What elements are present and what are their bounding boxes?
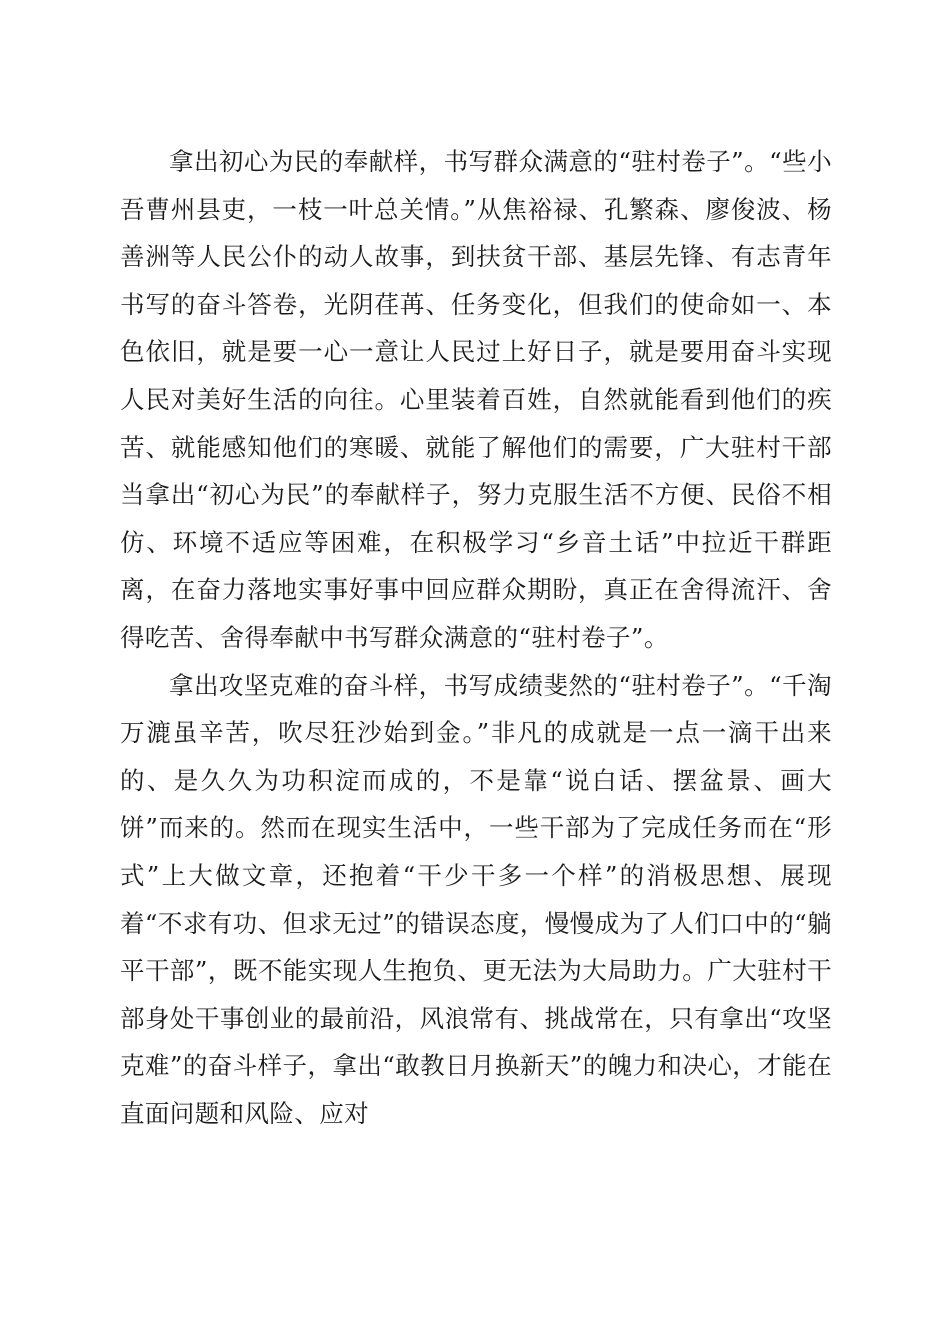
paragraph-2: 拿出攻坚克难的奋斗样，书写成绩斐然的“驻村卷子”。“千淘万漉虽辛苦，吹尽狂沙始到金。”非凡的成就是一点一滴干出来的、是久久为功积淀而成的，不是靠“说白话、摆盆景、画大饼”而来的。然而在现实生活中，一些干部为了完成任务而在“形式”上大做文章，还抱着“干少干多一个样”的消极思想、展现着“不求有功、但求无过”的错误态度，慢慢成为了人们口中的“躺平干部”，既不能实现人生抱负、更无法为大局助力。广大驻村干部身处干事创业的最前沿，风浪常有、挑战常在，只有拿出“攻坚克难”的奋斗样子，拿出“敢教日月换新天”的魄力和决心，才能在直面问题和风险、应对 [120,670,832,1128]
document-body [120,138,832,1137]
paragraph-1: 拿出初心为民的奉献样，书写群众满意的“驻村卷子”。“些小吾曹州县吏，一枝一叶总关情。”从焦裕禄、孔繁森、廖俊波、杨善洲等人民公仆的动人故事，到扶贫干部、基层先锋、有志青年书写的奋斗答卷，光阴荏苒、任务变化，但我们的使命如一、本色依旧，就是要一心一意让人民过上好日子，就是要用奋斗实现人民对美好生活的向往。心里装着百姓，自然就能看到他们的疾苦、就能感知他们的寒暖、就能了解他们的需要，广大驻村干部当拿出“初心为民”的奉献样子，努力克服生活不方便、民俗不相仿、环境不适应等困难，在积极学习“乡音土话”中拉近干群距离，在奋力落地实事好事中回应群众期盼，真正在舍得流汗、舍得吃苦、舍得奉献中书写群众满意的“驻村卷子”。 [120,147,832,652]
